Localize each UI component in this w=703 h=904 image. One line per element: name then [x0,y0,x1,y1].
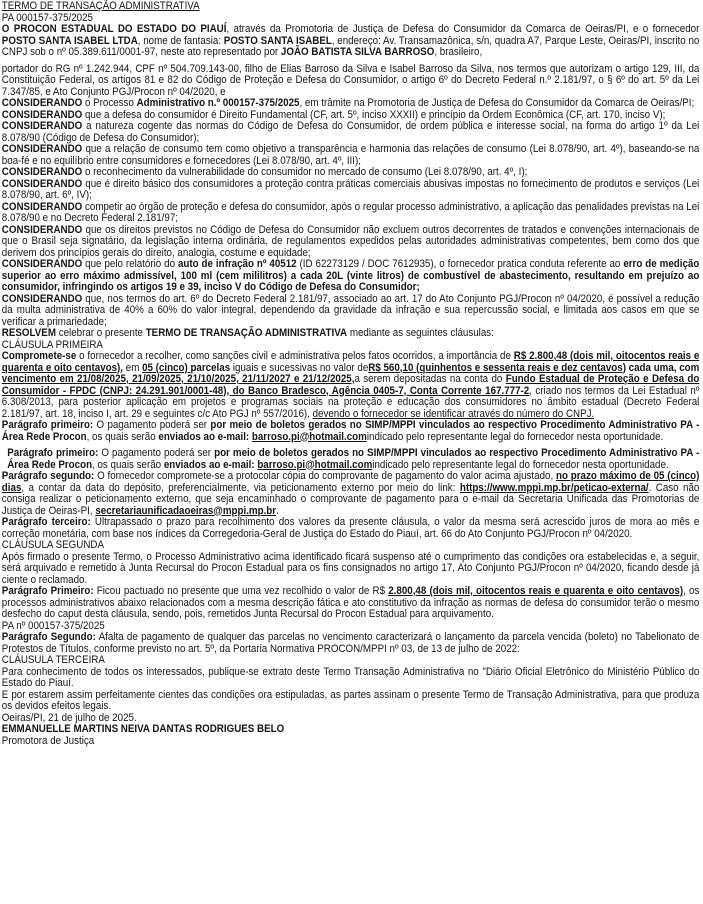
text-run: Ultrapassado o prazo para recolhimento dos valores da presente cláusula, o valor da mesma será acrescido juros de mora ao mês e correção monetária, com base nos índices da Corregedoria-Geral de Justiça do Estado do Piauí, art. 66 do Ato Conjunto PGJ/Procon nº 04/2020. [1,516,700,540]
text-run: celebrar o presente [55,327,146,339]
representative-paragraph [2,64,700,99]
text-run: o fornecedor a recolher, como sanções civil e administrativa pelos fatos ocorridos, a importância de [76,350,514,362]
clausula-segunda-caput [2,552,700,587]
text-run: O pagamento poderá ser [98,447,215,459]
text-run: Parágrafo primeiro: [7,447,99,459]
text-run: , endereço: Av. Transamazônica, s/n, quadra A7, Parque Leste, Oeiras/PI, inscrito no CNPJ sob o nº 05.389.611/0001-97, neste ato representado por [1,34,700,58]
text-run: , nome de fantasia: [137,34,224,47]
text-run: RESOLVEM [1,327,56,339]
text-run: CONSIDERANDO [1,292,83,305]
text-run: a serem depositadas na conta do [354,373,506,385]
text-run: O fornecedor compromete-se a protocolar cópia do comprovante de pagamento do valor acima ajustado, [94,470,556,482]
text-run: 05 (cinco) [142,361,191,374]
text-run: 2.800,48 (dois mil, oitocentos reais e quarenta e oito centavos) [388,585,684,597]
considerando-praticas-abusivas [2,179,700,202]
link[interactable]: https://www.mppi.mp.br/peticao-externa/ [459,481,649,494]
text-run: , a contar da data do depósito, preferencialmente, via peticionamento externo por meio do link: [21,481,460,494]
paragrafo-terceiro [2,517,700,540]
text-run: CONSIDERANDO [1,166,83,178]
text-run: vencimento em 21/08/2025, 21/09/2025, 21/10/2025, 21/11/2027 e 21/12/2025, [1,373,355,385]
text-run: Parágrafo primeiro: [1,419,94,431]
link[interactable]: barroso.pi@hotmail.com [257,458,373,471]
text-run: R$ 2.800,48 (dois mil, oitocentos reais e quarenta e oito centavos), [1,350,700,374]
text-run: que, nos termos do art. 6º do Decreto Federal 2.181/97, associado ao art. 17 do Ato Conjunto PGJ/Procon nº 04/2020, é possível a redução da multa administrativa de 40% a 60% do valor integral, dependendo da gravidade da infração e sua repercussão social, e limitada aos casos em que se verificar a primariedade; [1,292,700,328]
considerando-competencia [2,202,700,225]
text-run: POSTO SANTA ISABEL LTDA [1,34,138,47]
text-run: iguais e sucessivas no valor de [230,361,369,374]
text-run: Compromete-se [1,350,77,362]
text-run: , brasileiro, [434,46,483,58]
text-run: o reconhecimento da vulnerabilidade do consumidor no mercado de consumo (Lei 8.078/90, art. 4º, I); [82,166,528,178]
text-run: indicado pelo representante legal do fornecedor nesta oportunidade. [372,458,669,471]
text-run: , em trâmite na Promotoria de Justiça de Defesa do Consumidor da Comarca de Oeiras/PI; [299,97,695,109]
text-run: que é direito básico dos consumidores a proteção contra práticas comerciais abusivas impostas no fornecimento de produtos e serviços (Lei 8.078/90, art. 6º, IV); [1,177,700,201]
text-run: enviados ao e-mail: [163,458,258,471]
text-run: , os quais serão [92,458,164,471]
text-run: devendo o fornecedor se identificar através do número do CNPJ. [312,407,595,420]
text-run: PA 000157-375/2025 [1,11,94,24]
text-run: por meio de boletos gerados no SIMP/MPPI vinculados ao respectivo Procedimento Administrativo PA - Área Rede Procon [7,447,700,471]
clausula-primeira-caput [2,351,700,420]
text-run: POSTO SANTA ISABEL [223,34,332,47]
text-run: cada uma, com [625,361,700,374]
considerando-reducao-multa [2,294,700,329]
text-run: no prazo máximo de 05 (cinco) dias [1,470,700,494]
paragrafo-primeiro-2 [2,448,700,471]
text-run: em [123,361,143,374]
text-run: que os direitos previstos no Código de Defesa do Consumidor não excluem outros decorrentes de tratados e convenções internacionais de que o Brasil seja signatário, da legislação interna ordinária, de regulamentos expedidos pelas autoridades administrativas competentes, bem como dos que derivem dos princípios gerais do direito, analogia, costume e equidade; [1,223,700,259]
text-run: que pelo relatório do [82,258,178,270]
considerando-auto-infracao [2,259,700,294]
text-run: mediante as seguintes cláusulas: [347,327,494,339]
clausula-segunda-paragrafo-primeiro [2,586,700,621]
text-run: Promotora de Justiça [1,734,95,747]
text-run: Parágrafo terceiro: [1,516,91,528]
text-run: que a relação de consumo tem como objetivo a transparência e harmonia das relações de consumo (Lei 8.078/90, art. 4º), baseando-se na boa-fé e no equilíbrio entre consumidores e fornecedores (Lei 8.078/90, art. 4º, III); [1,143,700,167]
text-run: JOÃO BATISTA SILVA BARROSO [280,46,435,58]
resolvem-paragraph [2,328,700,340]
considerando-relacao-consumo [2,144,700,167]
text-run: parcelas [190,361,231,374]
text-run: Fundo Estadual de Proteção e Defesa do Consumidor - FPDC (CNPJ: 24.291.901/0001-48), do Banco Bradesco, Agência 0405-7, Conta Corrente 167.777-2 [1,373,700,397]
text-run: . Caso não consiga realizar o peticionamento externo, que seja encaminhado o comprovante de pagamento para o e-mail da Secretaria Unificada das Promotorias de Justiça de Oeiras-PI, [1,481,700,517]
document-title-line [2,1,700,13]
text-run: O pagamento poderá ser [93,419,211,431]
publication-paragraph [2,667,700,690]
text-run: Para conhecimento de todos os interessados, publique-se extrato deste Termo Transação Administrativa no "Diário Oficial Eletrônico do Ministério Público do Estado do Piauí. [1,665,700,689]
text-run: indicado pelo representante legal do fornecedor nesta oportunidade. [366,430,664,443]
text-run: Parágrafo segundo: [1,470,95,482]
text-run: R$ 560,10 (quinhentos e sessenta reais e dez centavos) [368,361,626,374]
text-run: E por estarem assim perfeitamente cientes das condições ora estipuladas, as partes assinam o presente Termo de Transação Administrativa, para que produza os devidos efeitos legais. [1,688,700,712]
text-run: , através da Promotoria de Justiça de Defesa do Consumidor da Comarca de Oeiras/PI, e o fornecedor [226,23,700,35]
paragrafo-segundo [2,471,700,517]
text-run: EMMANUELLE MARTINS NEIVA DANTAS RODRIGUES BELO [1,723,285,735]
text-run: competir ao órgão de proteção e defesa do consumidor, após o regular processo administrativo, a aplicação das penalidades previstas na Lei 8.078/90 e no Decreto Federal 2.181/97; [1,200,700,224]
closing-paragraph [2,690,700,713]
link[interactable]: barroso.pi@hotmail.com [251,430,367,443]
text-run: CONSIDERANDO [1,97,83,109]
text-run: CONSIDERANDO [1,108,83,121]
text-run: CLÁUSULA TERCEIRA [1,654,105,666]
text-run: O PROCON ESTADUAL DO ESTADO DO PIAUÍ [1,23,227,35]
text-run: CONSIDERANDO [1,200,83,213]
text-run: Após firmado o presente Termo, o Processo Administrativo acima identificado ficará suspenso até o cumprimento das condições ora estabelecidas e, a seguir, será arquivado e remetido à Junta Recursal do Procon Estadual para os fins consignados no artigo 17, Ato Conjunto PGJ/Procon nº 04/2020, ficando desde já ciente o reclamado. [1,550,700,586]
document-title: TERMO DE TRANSAÇÃO ADMINISTRATIVA [1,0,200,12]
text-run: . [276,504,279,517]
text-run: por meio de boletos gerados no SIMP/MPPI vinculados ao respectivo Procedimento Administrativo PA - Área Rede Procon [1,419,700,443]
text-run: CONSIDERANDO [1,177,83,190]
text-run: CONSIDERANDO [1,120,83,132]
parties-paragraph [2,24,700,59]
text-run: , os quais serão [86,430,159,443]
text-run: Afalta de pagamento de qualquer das parcelas no vencimento caracterizará o lançamento da parcela vencida (boleto) no Tabelionato de Protestos de Títulos, conforme previsto no art. 5º, da Portaria Normativa PROCON/MPPI nº 03, de 13 de julho de 2022: [1,631,700,655]
text-run: que a defesa do consumidor é Direito Fundamental (CF, art. 5º, inciso XXXII) e princípio da Ordem Econômica (CF, art. 170, inciso V); [82,108,666,121]
text-run: Parágrafo Segundo: [1,631,96,643]
text-run: CONSIDERANDO [1,223,83,236]
text-run: Administrativo n.º 000157-375/2025 [136,97,300,109]
text-run: o Processo [82,97,137,109]
text-run: erro de medição superior ao erro máximo admissível, 100 ml (cem mililitros) a cada 20L (vinte litros) de combustível de abastecimento, resultando em prejuízo ao consumidor, infringindo os artigos 19 e 39, inciso V do Código de Defesa do Consumidor; [1,258,700,293]
text-run: enviados ao e-mail: [158,430,252,443]
text-run: portador do RG nº 1.242.944, CPF nº 504.709.143-00, filho de Elias Barroso da Silva e Isabel Barroso da Silva, nos termos que autorizam o artigo 129, III, da Constituição Federal, os artigos 81 e 82 do Código de Proteção e Defesa do Consumidor, o artigo 6º do Decreto Federal n.º 2.181/97, o § 6º do art. 5º da Lei 7.347/85, e Ato Conjunto PGJ/Procon nº 04/2020, e [1,62,700,98]
text-run: a natureza cogente das normas do Código de Defesa do Consumidor, de ordem pública e interesse social, na forma do artigo 1º da Lei 8.078/90 (Código de Defesa do Consumidor); [1,120,700,144]
signature-name [2,724,700,736]
document-body [2,13,700,748]
text-run: Oeiras/PI, 21 de julho de 2025. [1,711,137,724]
text-run: PA nº 000157-375/2025 [1,619,105,632]
text-run: CLÁUSULA SEGUNDA [1,539,105,551]
signature-role [2,736,700,748]
text-run: TERMO DE TRANSAÇÃO ADMINISTRATIVA [145,327,348,339]
text-run: CLÁUSULA PRIMEIRA [1,338,103,351]
link[interactable]: secretariaunificadaoeiras@mppi.mp.br [95,504,277,517]
text-run: Parágrafo Primeiro: [1,585,94,597]
clausula-segunda-paragrafo-segundo [2,632,700,655]
text-run: auto de infração nº 40512 [177,258,297,270]
text-run: CONSIDERANDO [1,258,83,270]
text-run: Ficou pactuado no presente que uma vez recolhido o valor de R$ [93,585,389,597]
text-run: , criado nos termos da Lei Estadual nº 6.308/2013, para posterior aplicação em projetos e programas sociais na proteção e educação dos consumidores no âmbito estadual (Decreto Federal 2.181/97, art. 18, inciso I, art. 29 e seguintes c/c Ato PGJ nº 557/2016), [1,384,700,420]
text-run: CONSIDERANDO [1,143,83,155]
considerando-tratados [2,225,700,260]
considerando-natureza-cogente [2,121,700,144]
text-run: , os processos administrativos abaixo relacionados com a mesma descrição fática e ato constitutivo da infração as normas de defesa do consumidor terão o mesmo desfecho do caput desta cláusula, sendo, pois, remetidos Junta Recursal do Procon Estadual para arquivamento. [1,585,700,620]
paragrafo-primeiro-1 [2,420,700,443]
text-run: (ID 62273129 / DOC 7612935), o fornecedor pratica conduta referente ao [296,258,624,270]
